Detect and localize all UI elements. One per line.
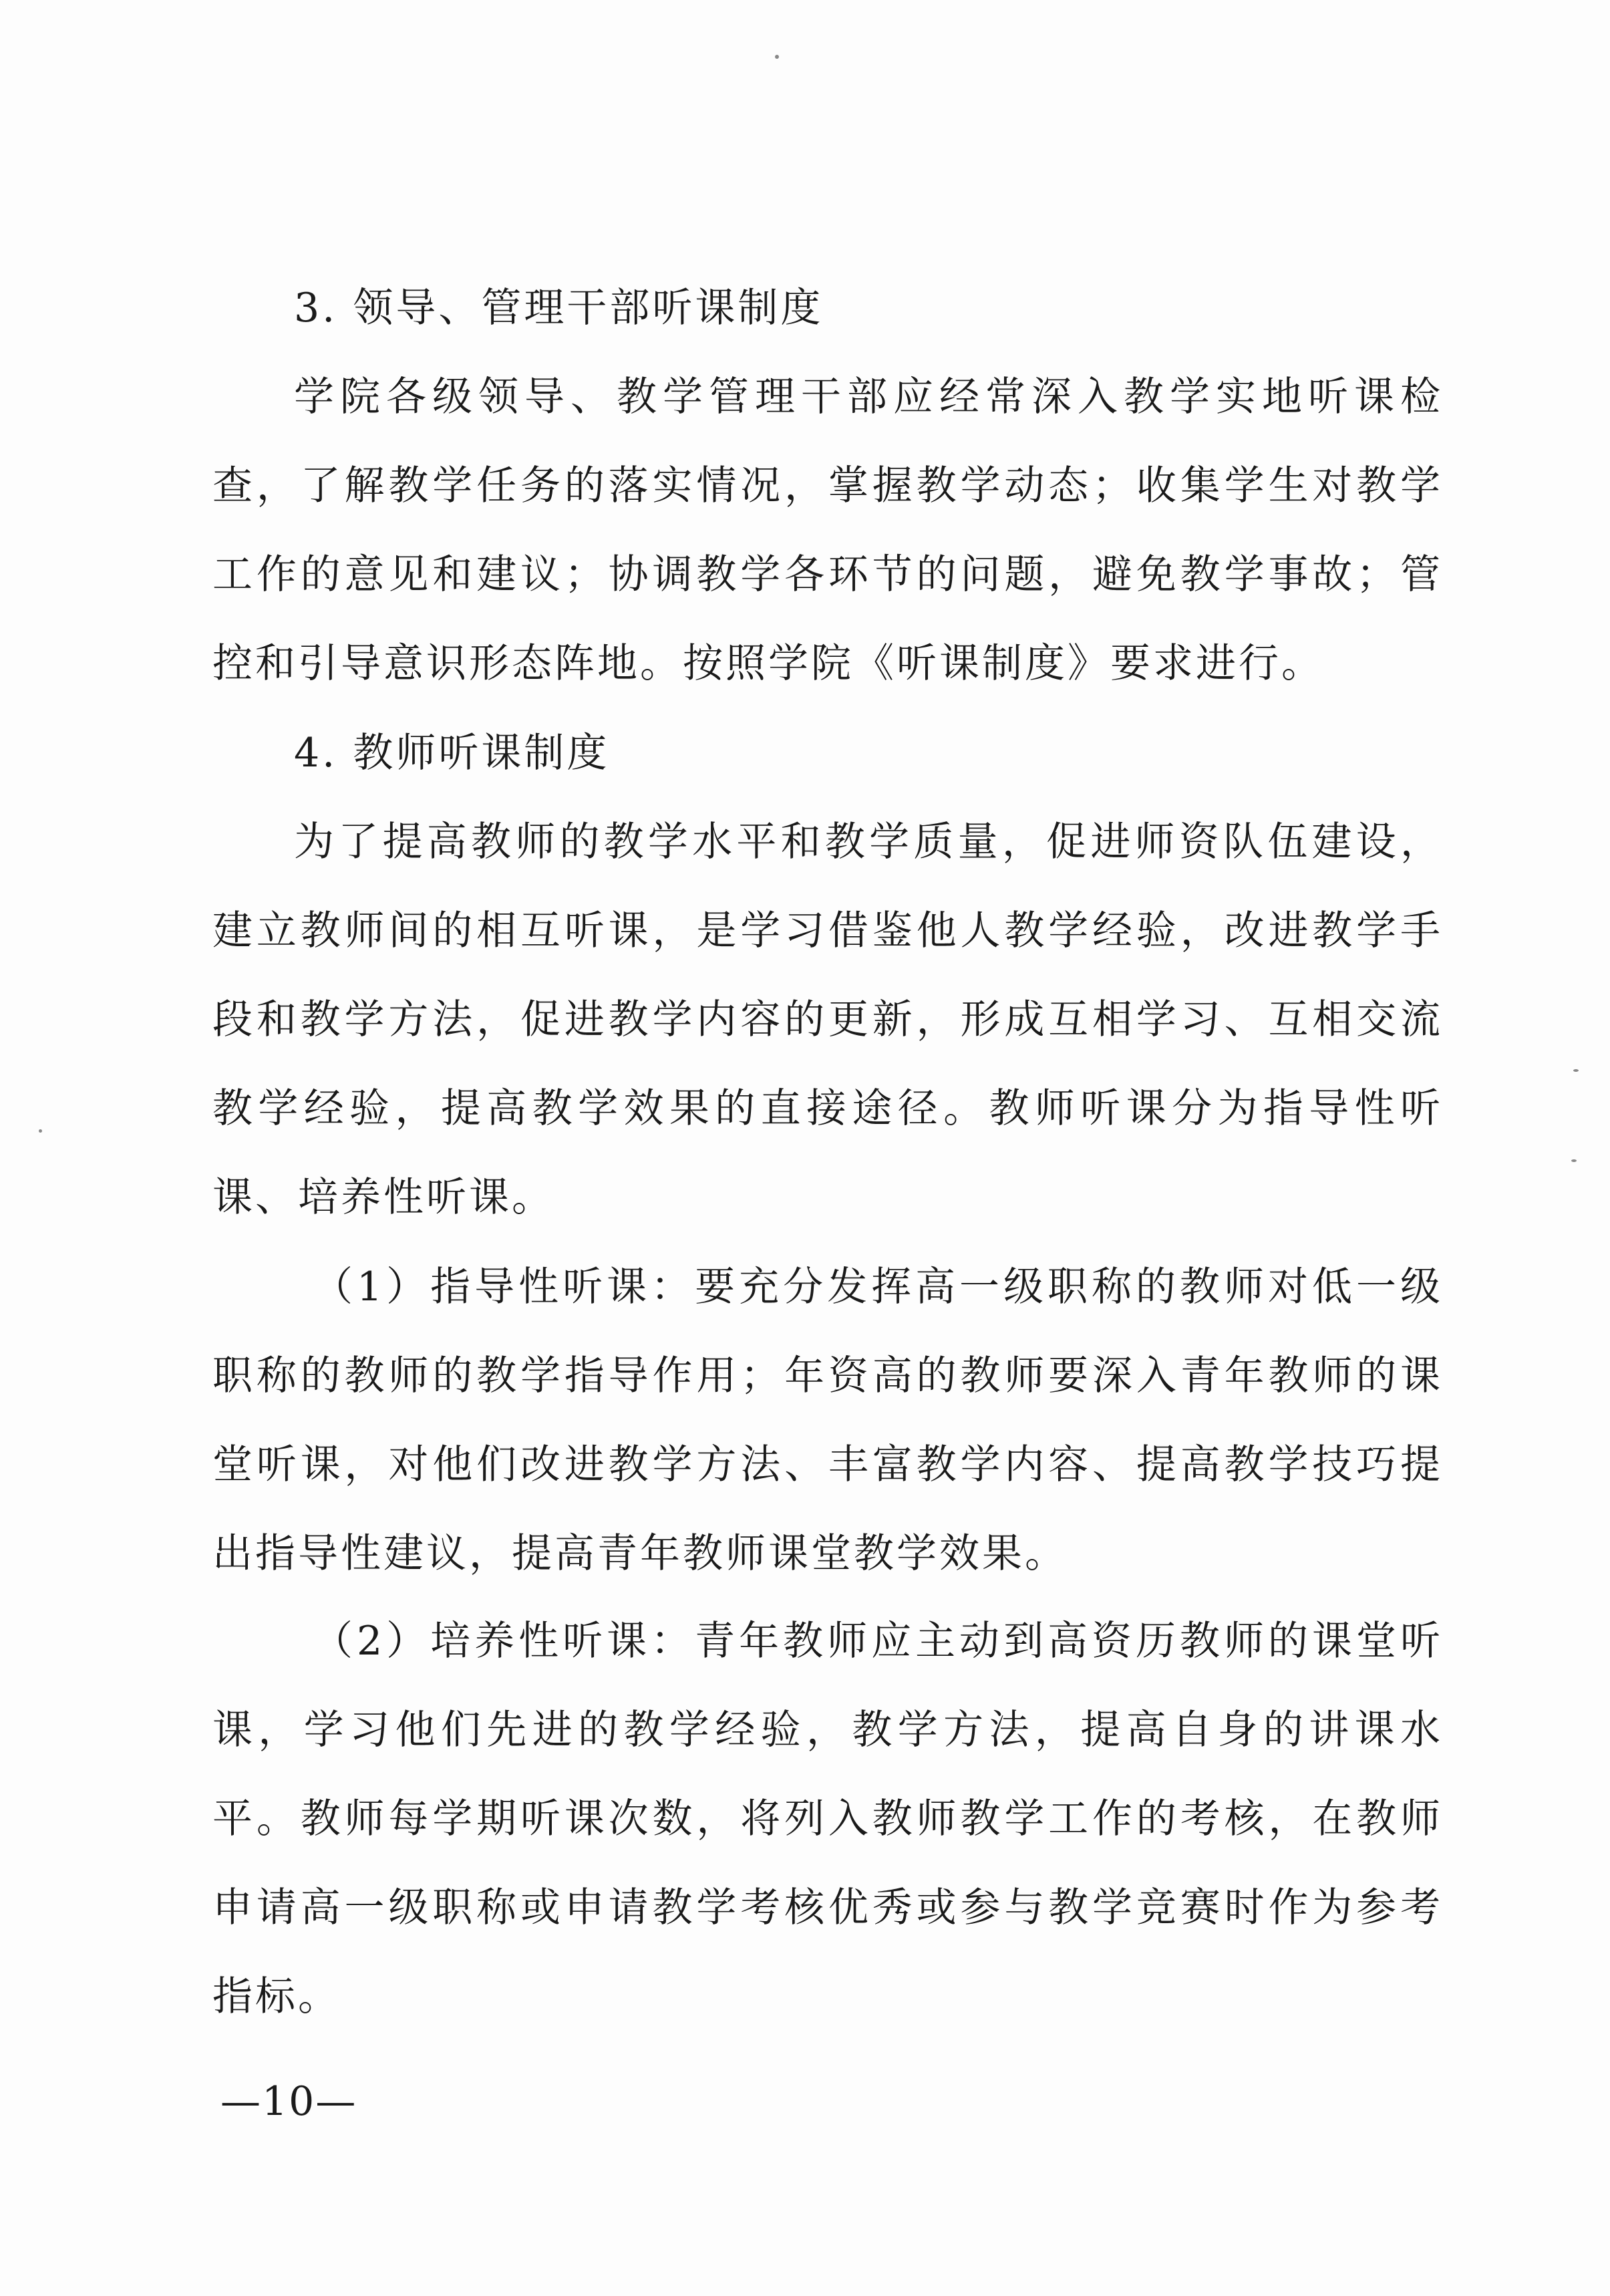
section4-paragraph: 为了提高教师的教学水平和教学质量，促进师资队伍建设，建立教师间的相互听课，是学习借鉴他人教学经验，改进教学手段和教学方法，促进教学内容的更新，形成互相学习、互相交流教学经验，提高教学效果的直接途径。教师听课分为指导性听课、培养性听课。 — [212, 819, 1443, 1221]
item2-paragraph: （2）培养性听课：青年教师应主动到高资历教师的课堂听课，学习他们先进的教学经验，教学方法，提高自身的讲课水平。教师每学期听课次数，将列入教师教学工作的考核，在教师申请高一级职称或申请教学考核优秀或参与教学竞赛时作为参考指标。 — [212, 1618, 1443, 2020]
item2-body — [212, 1597, 1443, 2041]
section4-heading: 4. 教师听课制度 — [294, 730, 610, 776]
page-number: —10— — [220, 2078, 357, 2125]
section4-body — [212, 798, 1443, 1242]
item1-paragraph: （1）指导性听课：要充分发挥高一级职称的教师对低一级职称的教师的教学指导作用；年资高的教师要深入青年教师的课堂听课，对他们改进教学方法、丰富教学内容、提高教学技巧提出指导性建议，提高青年教师课堂教学效果。 — [212, 1264, 1443, 1577]
item1-body — [212, 1243, 1443, 1598]
section3-paragraph: 学院各级领导、教学管理干部应经常深入教学实地听课检查，了解教学任务的落实情况，掌握教学动态；收集学生对教学工作的意见和建议；协调教学各环节的问题，避免教学事故；管控和引导意识形态阵地。按照学院《听课制度》要求进行。 — [212, 374, 1443, 687]
scan-speck — [1571, 1159, 1577, 1162]
scan-speck — [775, 55, 779, 59]
section3-body — [212, 353, 1443, 708]
section3-heading: 3. 领导、管理干部听课制度 — [294, 285, 824, 331]
scan-speck — [1573, 1069, 1579, 1072]
scan-speck — [39, 1129, 42, 1133]
